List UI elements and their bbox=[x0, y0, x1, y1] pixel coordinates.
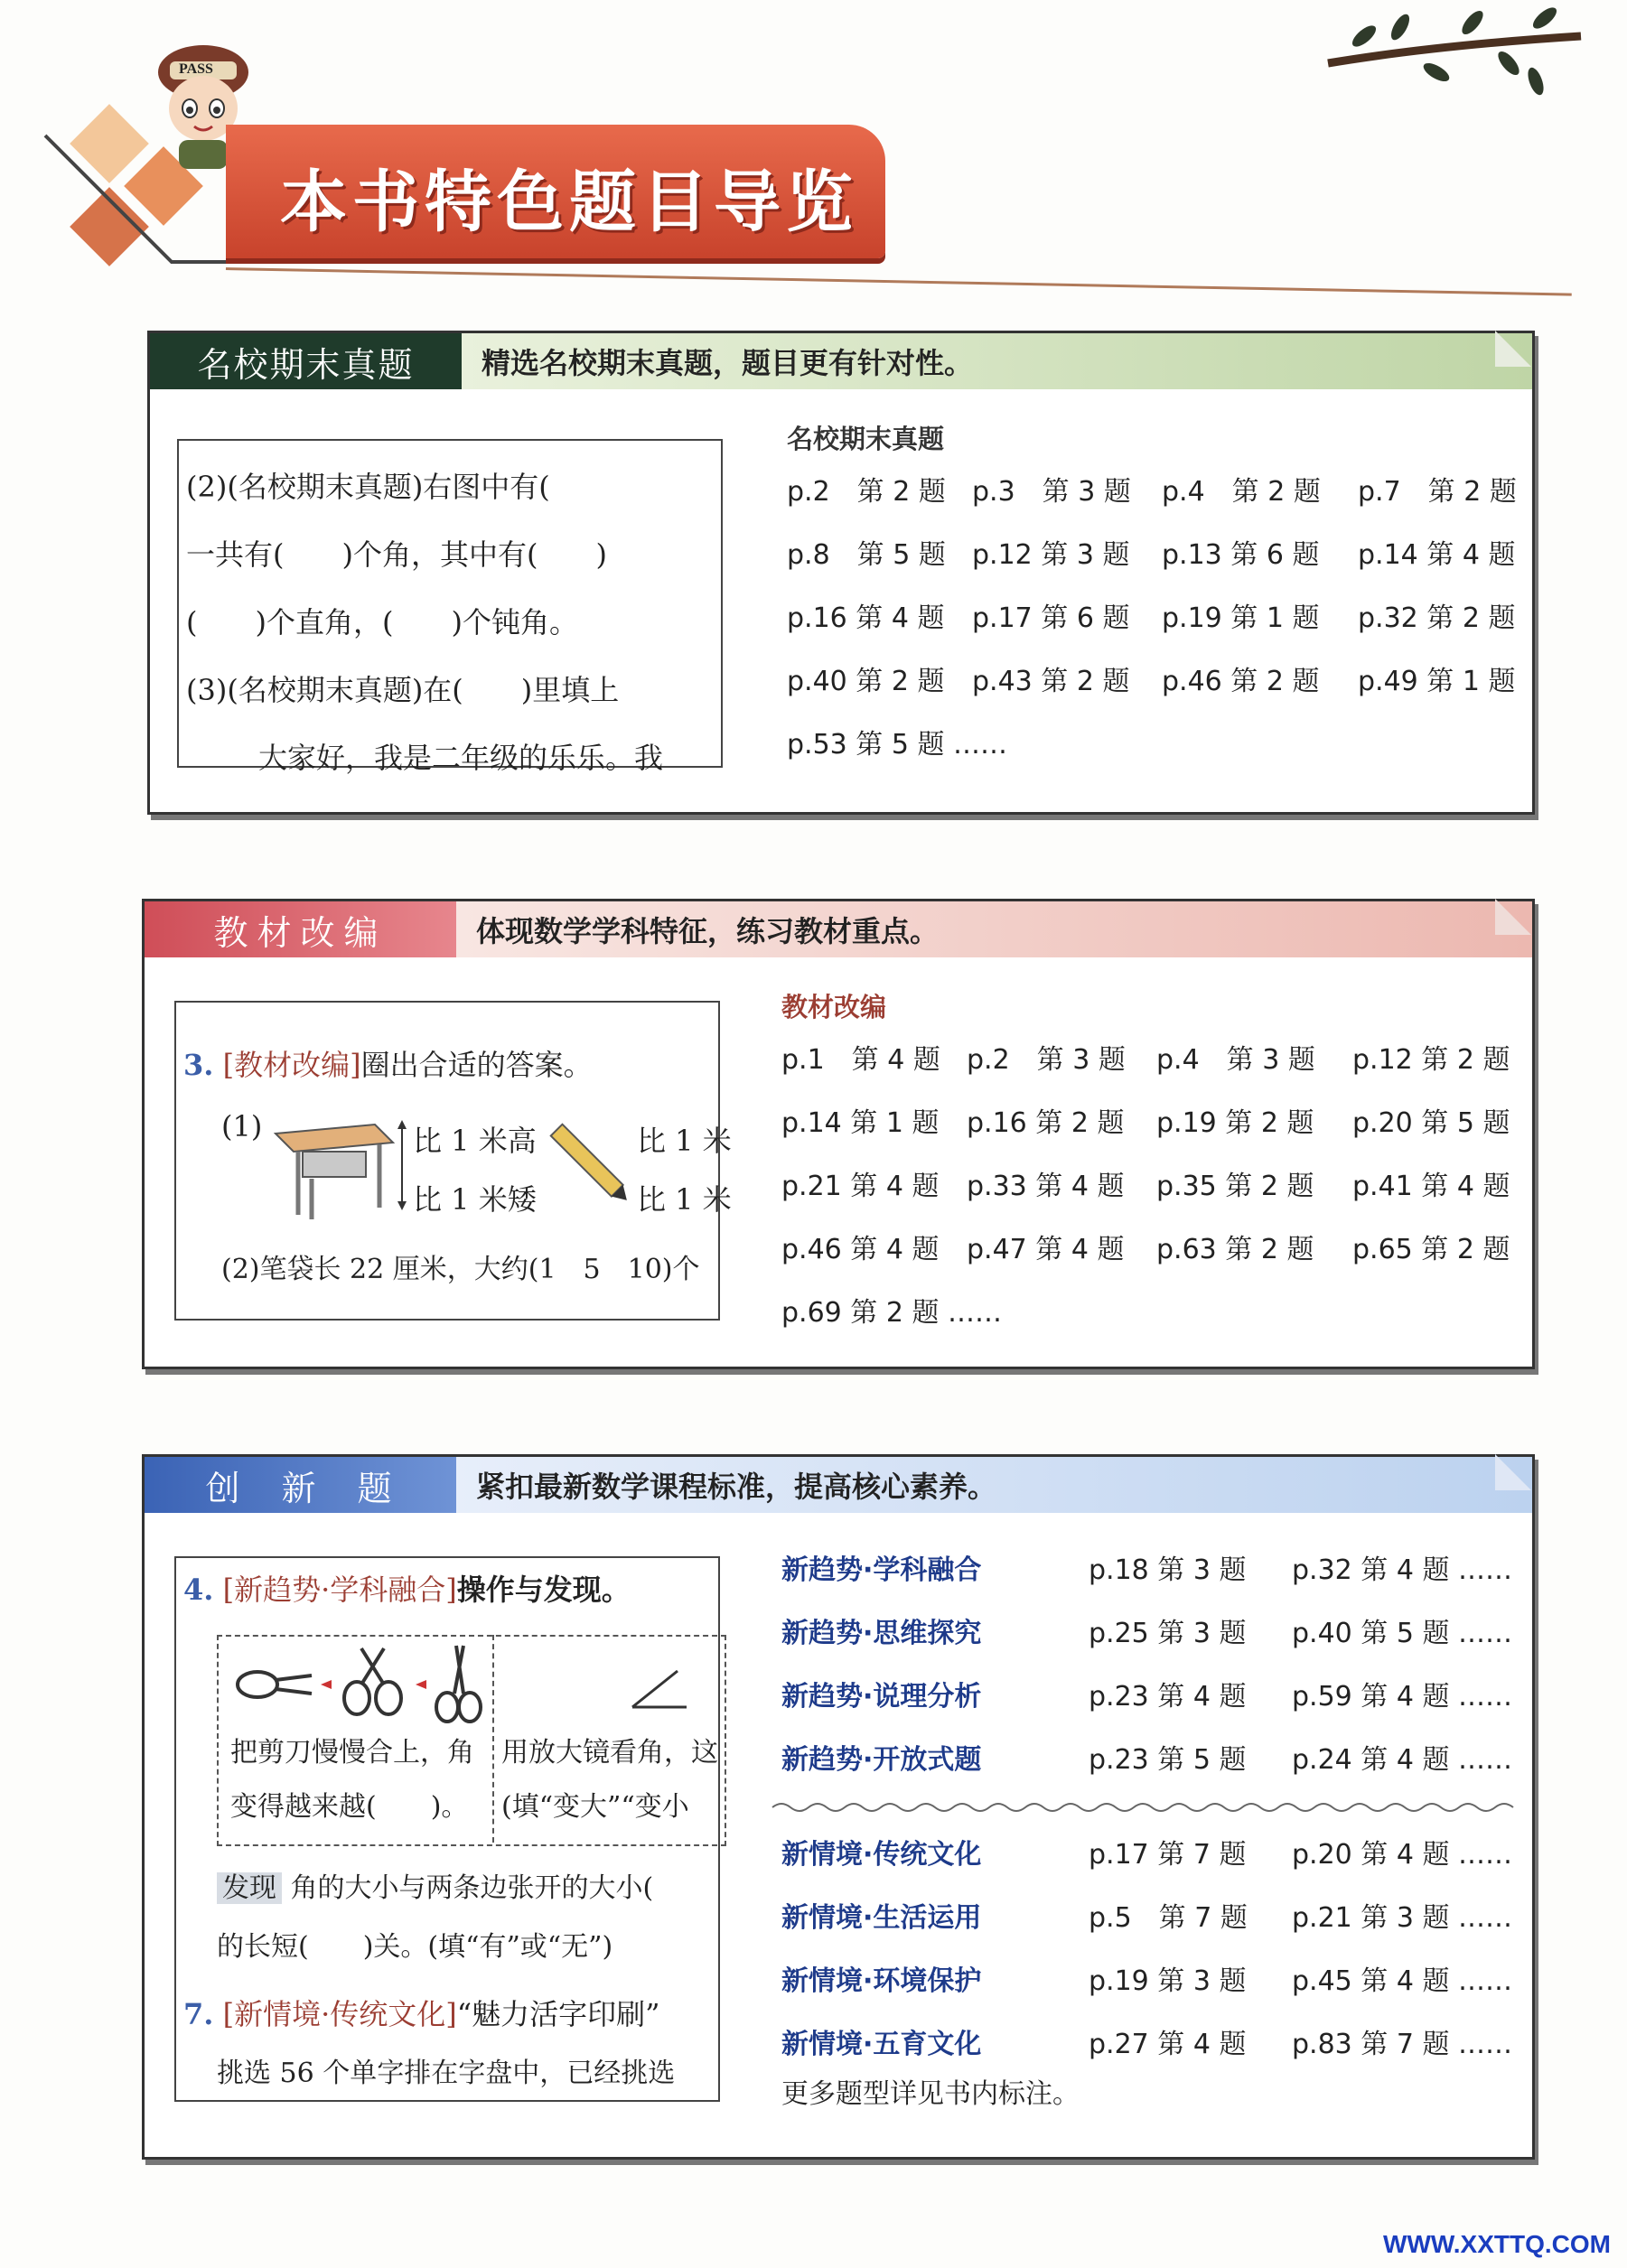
question-title: 圈出合适的答案。 bbox=[360, 1048, 593, 1082]
ref-item: p.49 第 1 题 bbox=[1358, 666, 1516, 697]
innovation-ref-b: p.45 第 4 题 …… bbox=[1292, 1965, 1512, 1997]
ref-item: p.7 第 2 题 bbox=[1358, 476, 1517, 508]
section-title-bar bbox=[145, 1457, 1532, 1513]
item-2-text: (2)笔袋长 22 厘米，大约(1 5 10)个 bbox=[221, 1254, 700, 1285]
option-pencil-higher: 比 1 米 bbox=[637, 1124, 732, 1158]
innovation-ref-b: p.24 第 4 题 …… bbox=[1292, 1744, 1512, 1776]
ref-item: p.46 第 2 题 bbox=[1162, 666, 1320, 697]
innovation-ref-a: p.23 第 4 题 bbox=[1089, 1681, 1247, 1713]
section-innovation bbox=[142, 1454, 1535, 2160]
innovation-tag: 新情境·传统文化 bbox=[781, 1839, 982, 1871]
innovation-tag: 新趋势·思维探究 bbox=[781, 1618, 982, 1649]
ref-list bbox=[781, 1037, 1510, 1344]
activity-left-line: 把剪刀慢慢合上，角 bbox=[230, 1737, 474, 1769]
section-description: 紧扣最新数学课程标准，提高核心素养。 bbox=[456, 1457, 1532, 1513]
section-famous-school bbox=[147, 331, 1535, 815]
sample-lines bbox=[186, 453, 663, 792]
desk-illustration bbox=[266, 1115, 402, 1224]
option-lower: 比 1 米矮 bbox=[413, 1182, 537, 1217]
ref-item: p.21 第 4 题 bbox=[781, 1171, 940, 1202]
ref-item: p.63 第 2 题 bbox=[1156, 1234, 1314, 1265]
footer-note: 更多题型详见书内标注。 bbox=[781, 2078, 1080, 2110]
option-pencil-lower: 比 1 米 bbox=[637, 1182, 732, 1217]
innovation-ref-a: p.17 第 7 题 bbox=[1089, 1839, 1247, 1871]
ref-item: p.46 第 4 题 bbox=[781, 1234, 940, 1265]
discovery-label: 发现 bbox=[217, 1872, 282, 1904]
ref-item: p.2 第 2 题 bbox=[787, 476, 946, 508]
innovation-ref-b: p.20 第 4 题 …… bbox=[1292, 1839, 1512, 1871]
innovation-tag: 新情境·生活运用 bbox=[781, 1902, 982, 1934]
ref-item: p.8 第 5 题 bbox=[787, 539, 946, 571]
ref-item: p.2 第 3 题 bbox=[967, 1044, 1126, 1076]
ref-item: p.14 第 1 题 bbox=[781, 1107, 940, 1139]
question-tag: [教材改编] bbox=[222, 1048, 361, 1082]
ref-item: p.47 第 4 题 bbox=[967, 1234, 1125, 1265]
ref-item: p.16 第 4 题 bbox=[787, 602, 945, 634]
question-7-line: 挑选 56 个单字排在字盘中，已经挑选 bbox=[217, 2058, 676, 2089]
ref-item: p.41 第 4 题 bbox=[1352, 1171, 1510, 1202]
sample-line: 大家好，我是二年级的乐乐。我 bbox=[258, 741, 664, 775]
activity-right-line: (填“变大”“变小 bbox=[501, 1791, 689, 1823]
question-7-heading bbox=[183, 1992, 659, 2033]
ref-item: p.53 第 5 题 …… bbox=[787, 729, 1007, 761]
sample-question-box bbox=[174, 1001, 732, 1321]
section-title-bar bbox=[145, 901, 1532, 957]
innovation-ref-a: p.23 第 5 题 bbox=[1089, 1744, 1247, 1776]
activity-left-line: 变得越来越( )。 bbox=[230, 1791, 469, 1823]
section-description: 精选名校期末真题，题目更有针对性。 bbox=[462, 333, 1532, 389]
innovation-ref-a: p.18 第 3 题 bbox=[1089, 1554, 1247, 1586]
innovation-tag: 新情境·五育文化 bbox=[781, 2029, 982, 2060]
sample-question-box bbox=[174, 1556, 720, 2102]
innovation-ref-list bbox=[781, 1547, 1522, 2125]
page-title: 本书特色题目导览 bbox=[280, 163, 858, 241]
page-fold bbox=[1495, 899, 1531, 935]
ref-item: p.20 第 5 题 bbox=[1352, 1107, 1510, 1139]
ref-list-label: 教材改编 bbox=[781, 992, 887, 1022]
section-name: 创 新 题 bbox=[145, 1457, 456, 1513]
innovation-ref-b: p.21 第 3 题 …… bbox=[1292, 1902, 1512, 1934]
ref-item: p.69 第 2 题 …… bbox=[781, 1297, 1002, 1329]
ref-item: p.40 第 2 题 bbox=[787, 666, 945, 697]
sample-line: (3)(名校期末真题)在( )里填上 bbox=[186, 673, 620, 707]
section-description: 体现数学学科特征，练习教材重点。 bbox=[456, 901, 1532, 957]
ref-item: p.33 第 4 题 bbox=[967, 1171, 1125, 1202]
scissors-illustration bbox=[230, 1644, 492, 1725]
question-title: 操作与发现。 bbox=[456, 1573, 631, 1607]
question-tag: [新趋势·学科融合] bbox=[222, 1573, 457, 1607]
page-fold bbox=[1495, 331, 1531, 367]
innovation-tag: 新情境·环境保护 bbox=[781, 1965, 982, 1997]
innovation-ref-a: p.19 第 3 题 bbox=[1089, 1965, 1247, 1997]
option-higher: 比 1 米高 bbox=[413, 1124, 537, 1158]
ref-item: p.32 第 2 题 bbox=[1358, 602, 1516, 634]
section-textbook-adapted bbox=[142, 899, 1535, 1369]
watermark: WWW.XXTTQ.COM bbox=[1383, 2230, 1611, 2258]
innovation-ref-b: p.59 第 4 题 …… bbox=[1292, 1681, 1512, 1713]
sample-line: ( )个直角，( )个钝角。 bbox=[186, 605, 578, 639]
sample-line: (2)(名校期末真题)右图中有( bbox=[186, 470, 550, 504]
sample-line: 一共有( )个角，其中有( ) bbox=[186, 537, 607, 572]
ref-item: p.4 第 3 题 bbox=[1156, 1044, 1315, 1076]
ref-item: p.1 第 4 题 bbox=[781, 1044, 940, 1076]
angle-icon bbox=[628, 1666, 691, 1712]
ref-item: p.65 第 2 题 bbox=[1352, 1234, 1510, 1265]
ref-list bbox=[787, 469, 1517, 776]
pencil-illustration bbox=[542, 1115, 641, 1215]
ref-item: p.12 第 3 题 bbox=[972, 539, 1130, 571]
ref-item: p.13 第 6 题 bbox=[1162, 539, 1320, 571]
question-number: 4. bbox=[183, 1573, 214, 1607]
innovation-ref-b: p.83 第 7 题 …… bbox=[1292, 2029, 1512, 2060]
innovation-ref-a: p.25 第 3 题 bbox=[1089, 1618, 1247, 1649]
question-tag: [新情境·传统文化] bbox=[222, 1997, 457, 2031]
question-4-heading bbox=[183, 1567, 631, 1609]
innovation-tag: 新趋势·开放式题 bbox=[781, 1744, 982, 1776]
ref-item: p.4 第 2 题 bbox=[1162, 476, 1321, 508]
height-arrow-icon bbox=[393, 1120, 411, 1210]
ref-item: p.43 第 2 题 bbox=[972, 666, 1130, 697]
section-name: 名校期末真题 bbox=[150, 333, 462, 389]
ref-item: p.19 第 2 题 bbox=[1156, 1107, 1314, 1139]
sample-question-box bbox=[177, 439, 723, 775]
discovery-text: 角的大小与两条边张开的大小( bbox=[290, 1872, 654, 1904]
innovation-ref-a: p.5 第 7 题 bbox=[1089, 1902, 1248, 1934]
branch-decoration bbox=[1328, 0, 1581, 117]
innovation-tag: 新趋势·学科融合 bbox=[781, 1554, 982, 1586]
header-divider bbox=[226, 267, 1572, 296]
ref-item: p.19 第 1 题 bbox=[1162, 602, 1320, 634]
ref-item: p.12 第 2 题 bbox=[1352, 1044, 1510, 1076]
discovery-text: 的长短( )关。(填“有”或“无”) bbox=[217, 1931, 613, 1963]
discovery-line bbox=[217, 1865, 653, 1905]
activity-right-line: 用放大镜看角，这 bbox=[501, 1737, 718, 1769]
ref-item: p.35 第 2 题 bbox=[1156, 1171, 1314, 1202]
innovation-ref-b: p.40 第 5 题 …… bbox=[1292, 1618, 1512, 1649]
ref-item: p.16 第 2 题 bbox=[967, 1107, 1125, 1139]
page-fold bbox=[1495, 1454, 1531, 1490]
question-number: 7. bbox=[183, 1997, 214, 2031]
section-name: 教材改编 bbox=[145, 901, 456, 957]
item-label: (1) bbox=[221, 1109, 263, 1143]
question-heading bbox=[183, 1042, 593, 1084]
mascot-badge: PASS bbox=[179, 61, 213, 77]
innovation-ref-b: p.32 第 4 题 …… bbox=[1292, 1554, 1512, 1586]
innovation-ref-a: p.27 第 4 题 bbox=[1089, 2029, 1247, 2060]
innovation-tag: 新趋势·说理分析 bbox=[781, 1681, 982, 1713]
ref-item: p.3 第 3 题 bbox=[972, 476, 1131, 508]
ref-list-label: 名校期末真题 bbox=[787, 424, 945, 454]
section-title-bar bbox=[150, 333, 1532, 389]
question-title: “魅力活字印刷” bbox=[456, 1997, 660, 2031]
ref-item: p.14 第 4 题 bbox=[1358, 539, 1516, 571]
wavy-divider bbox=[772, 1800, 1522, 1815]
ref-item: p.17 第 6 题 bbox=[972, 602, 1130, 634]
activity-divider bbox=[492, 1635, 496, 1843]
question-number: 3. bbox=[183, 1048, 214, 1082]
